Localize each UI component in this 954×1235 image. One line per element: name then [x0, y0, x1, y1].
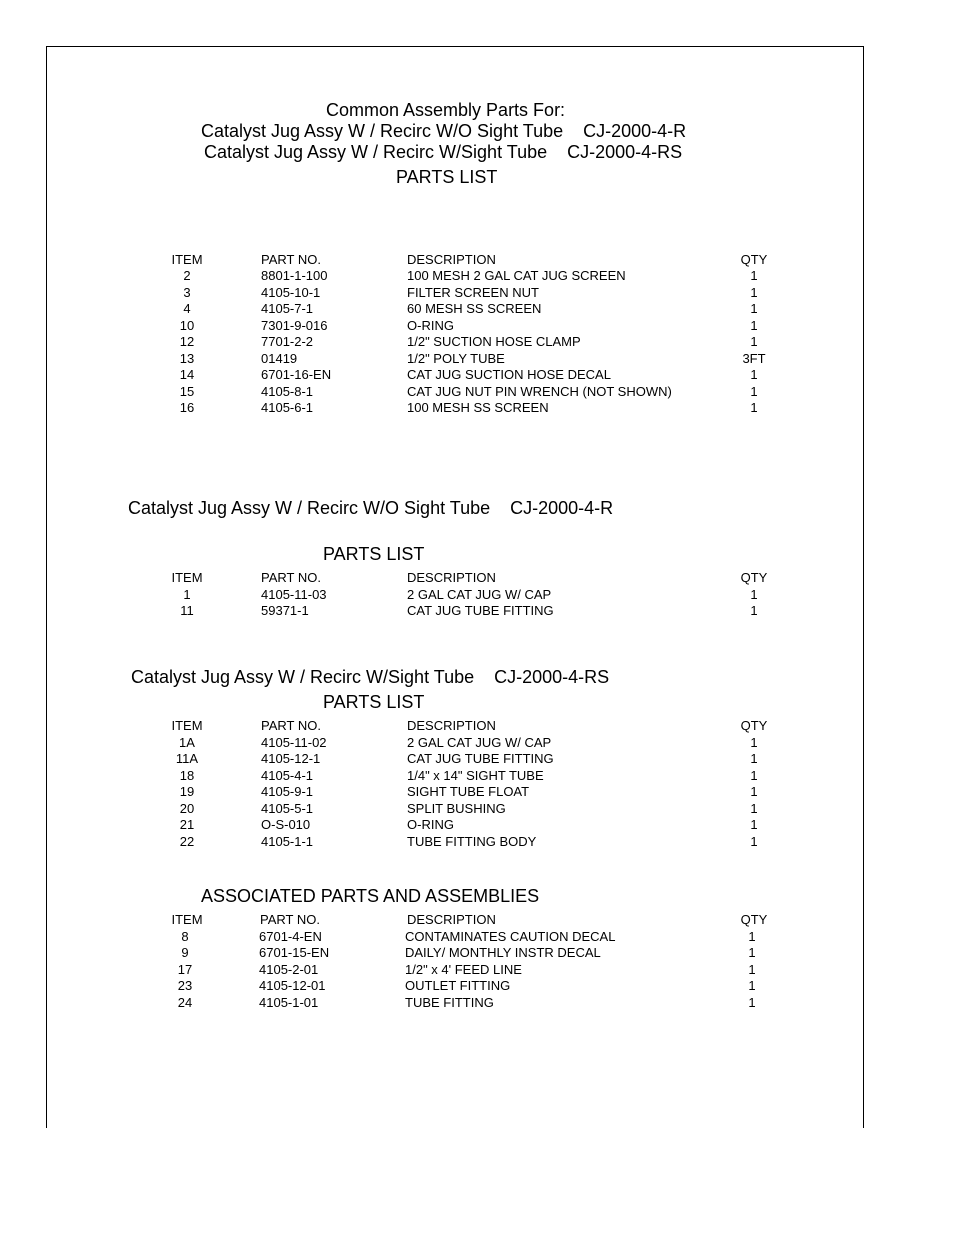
cell-qty: 1 — [750, 400, 758, 415]
cell-part-no: 4105-8-1 — [261, 384, 314, 399]
cell-qty: 1 — [748, 978, 756, 993]
cell-description: 1/2" SUCTION HOSE CLAMP — [407, 334, 581, 349]
col-item-header: ITEM — [171, 252, 203, 267]
cell-qty: 1 — [750, 834, 758, 849]
cell-part-no: 4105-9-1 — [261, 784, 314, 799]
cell-item: 4 — [183, 301, 191, 316]
cell-qty: 1 — [750, 367, 758, 382]
table-row — [0, 834, 954, 850]
table-row — [0, 351, 954, 367]
cell-description: CAT JUG NUT PIN WRENCH (NOT SHOWN) — [407, 384, 672, 399]
cell-item: 20 — [179, 801, 195, 816]
cell-description: FILTER SCREEN NUT — [407, 285, 539, 300]
cell-qty: 1 — [750, 735, 758, 750]
cell-qty: 1 — [750, 817, 758, 832]
col-qty-header: QTY — [740, 570, 768, 585]
cell-part-no: 4105-11-02 — [261, 735, 327, 750]
cell-description: 2 GAL CAT JUG W/ CAP — [407, 735, 552, 750]
cell-item: 17 — [177, 962, 193, 977]
table-row — [0, 784, 954, 800]
cell-description: 60 MESH SS SCREEN — [407, 301, 542, 316]
table-row — [0, 962, 954, 978]
table-row — [0, 367, 954, 383]
cell-qty: 1 — [750, 301, 758, 316]
cell-item: 9 — [181, 945, 189, 960]
table-header — [0, 570, 954, 586]
table-row — [0, 995, 954, 1011]
cell-part-no: 4105-2-01 — [259, 962, 319, 977]
cell-description: O-RING — [407, 318, 454, 333]
col-part-no-header: PART NO. — [261, 252, 321, 267]
cell-part-no: 6701-15-EN — [259, 945, 330, 960]
table-row — [0, 285, 954, 301]
cell-part-no: 6701-16-EN — [261, 367, 332, 382]
cell-item: 11A — [175, 751, 199, 766]
table-row — [0, 603, 954, 619]
common-heading-line1: Common Assembly Parts For: — [326, 100, 566, 120]
cell-description: OUTLET FITTING — [405, 978, 511, 993]
cell-part-no: 4105-10-1 — [261, 285, 321, 300]
cell-description: CAT JUG TUBE FITTING — [407, 751, 554, 766]
col-description-header: DESCRIPTION — [407, 252, 496, 267]
col-description-header: DESCRIPTION — [407, 912, 496, 927]
table-header — [0, 912, 954, 928]
cell-description: 100 MESH 2 GAL CAT JUG SCREEN — [407, 268, 626, 283]
cell-part-no: 7301-9-016 — [261, 318, 328, 333]
col-qty-header: QTY — [740, 912, 768, 927]
col-part-no-header: PART NO. — [261, 718, 321, 733]
w-sight-tube-parts-list-label: PARTS LIST — [323, 692, 425, 712]
table-row — [0, 268, 954, 284]
cell-qty: 1 — [750, 318, 758, 333]
table-row — [0, 384, 954, 400]
cell-item: 23 — [177, 978, 193, 993]
cell-description: 1/2" POLY TUBE — [407, 351, 505, 366]
col-description-header: DESCRIPTION — [407, 570, 496, 585]
col-part-no-header: PART NO. — [261, 570, 321, 585]
col-item-header: ITEM — [171, 718, 203, 733]
cell-qty: 1 — [748, 962, 756, 977]
cell-item: 14 — [179, 367, 195, 382]
cell-item: 1 — [183, 587, 191, 602]
cell-item: 11 — [180, 603, 194, 618]
cell-qty: 1 — [750, 587, 758, 602]
cell-qty: 3FT — [742, 351, 766, 366]
cell-qty: 1 — [750, 268, 758, 283]
cell-description: DAILY/ MONTHLY INSTR DECAL — [405, 945, 601, 960]
common-parts-list-label: PARTS LIST — [396, 167, 498, 187]
cell-description: TUBE FITTING — [405, 995, 494, 1010]
cell-item: 3 — [183, 285, 191, 300]
cell-qty: 1 — [748, 995, 756, 1010]
cell-item: 8 — [181, 929, 189, 944]
wo-sight-tube-heading: Catalyst Jug Assy W / Recirc W/O Sight Tube CJ-2000-4-R — [128, 498, 614, 518]
cell-item: 15 — [179, 384, 195, 399]
table-row — [0, 735, 954, 751]
cell-part-no: 6701-4-EN — [259, 929, 322, 944]
cell-description: SIGHT TUBE FLOAT — [407, 784, 530, 799]
cell-item: 21 — [179, 817, 195, 832]
cell-description: CAT JUG SUCTION HOSE DECAL — [407, 367, 611, 382]
cell-description: 2 GAL CAT JUG W/ CAP — [407, 587, 552, 602]
cell-part-no: 4105-1-1 — [261, 834, 314, 849]
cell-description: 1/2" x 4' FEED LINE — [405, 962, 522, 977]
cell-part-no: 4105-4-1 — [261, 768, 314, 783]
cell-item: 19 — [179, 784, 195, 799]
col-part-no-header: PART NO. — [260, 912, 320, 927]
cell-qty: 1 — [750, 603, 758, 618]
cell-part-no: 4105-5-1 — [261, 801, 314, 816]
table-row — [0, 768, 954, 784]
cell-item: 10 — [179, 318, 195, 333]
cell-part-no: 59371-1 — [261, 603, 309, 618]
table-header — [0, 252, 954, 268]
cell-qty: 1 — [750, 801, 758, 816]
cell-description: 1/4" x 14" SIGHT TUBE — [407, 768, 544, 783]
table-row — [0, 929, 954, 945]
table-row — [0, 801, 954, 817]
cell-qty: 1 — [750, 751, 758, 766]
table-row — [0, 817, 954, 833]
table-row — [0, 301, 954, 317]
cell-qty: 1 — [750, 285, 758, 300]
cell-description: O-RING — [407, 817, 454, 832]
cell-qty: 1 — [748, 945, 756, 960]
cell-item: 13 — [179, 351, 195, 366]
cell-item: 1A — [179, 735, 195, 750]
col-qty-header: QTY — [740, 252, 768, 267]
cell-item: 24 — [177, 995, 193, 1010]
col-item-header: ITEM — [171, 570, 203, 585]
table-row — [0, 400, 954, 416]
cell-part-no: O-S-010 — [261, 817, 311, 832]
cell-part-no: 4105-12-1 — [261, 751, 321, 766]
table-row — [0, 751, 954, 767]
associated-heading: ASSOCIATED PARTS AND ASSEMBLIES — [201, 886, 540, 906]
cell-description: SPLIT BUSHING — [407, 801, 506, 816]
table-row — [0, 587, 954, 603]
cell-part-no: 01419 — [261, 351, 298, 366]
cell-qty: 1 — [750, 768, 758, 783]
cell-qty: 1 — [750, 334, 758, 349]
table-row — [0, 945, 954, 961]
common-heading-line2: Catalyst Jug Assy W / Recirc W/O Sight Tube CJ-2000-4-R — [201, 121, 687, 141]
cell-description: CONTAMINATES CAUTION DECAL — [405, 929, 616, 944]
cell-part-no: 7701-2-2 — [261, 334, 314, 349]
cell-item: 18 — [179, 768, 195, 783]
cell-item: 16 — [179, 400, 195, 415]
cell-qty: 1 — [750, 384, 758, 399]
cell-item: 12 — [179, 334, 195, 349]
cell-description: CAT JUG TUBE FITTING — [407, 603, 554, 618]
col-item-header: ITEM — [171, 912, 203, 927]
cell-part-no: 4105-7-1 — [261, 301, 314, 316]
cell-part-no: 4105-1-01 — [259, 995, 319, 1010]
cell-qty: 1 — [748, 929, 756, 944]
cell-item: 22 — [179, 834, 195, 849]
cell-description: 100 MESH SS SCREEN — [407, 400, 549, 415]
common-heading-line3: Catalyst Jug Assy W / Recirc W/Sight Tube CJ-2000-4-RS — [204, 142, 683, 162]
table-row — [0, 978, 954, 994]
table-row — [0, 334, 954, 350]
table-row — [0, 318, 954, 334]
wo-sight-tube-parts-list-label: PARTS LIST — [323, 544, 425, 564]
cell-item: 2 — [183, 268, 191, 283]
table-header — [0, 718, 954, 734]
cell-part-no: 8801-1-100 — [261, 268, 328, 283]
cell-qty: 1 — [750, 784, 758, 799]
col-qty-header: QTY — [740, 718, 768, 733]
cell-part-no: 4105-11-03 — [261, 587, 327, 602]
col-description-header: DESCRIPTION — [407, 718, 496, 733]
cell-part-no: 4105-12-01 — [259, 978, 326, 993]
w-sight-tube-heading: Catalyst Jug Assy W / Recirc W/Sight Tube CJ-2000-4-RS — [131, 667, 610, 687]
cell-part-no: 4105-6-1 — [261, 400, 314, 415]
cell-description: TUBE FITTING BODY — [407, 834, 537, 849]
